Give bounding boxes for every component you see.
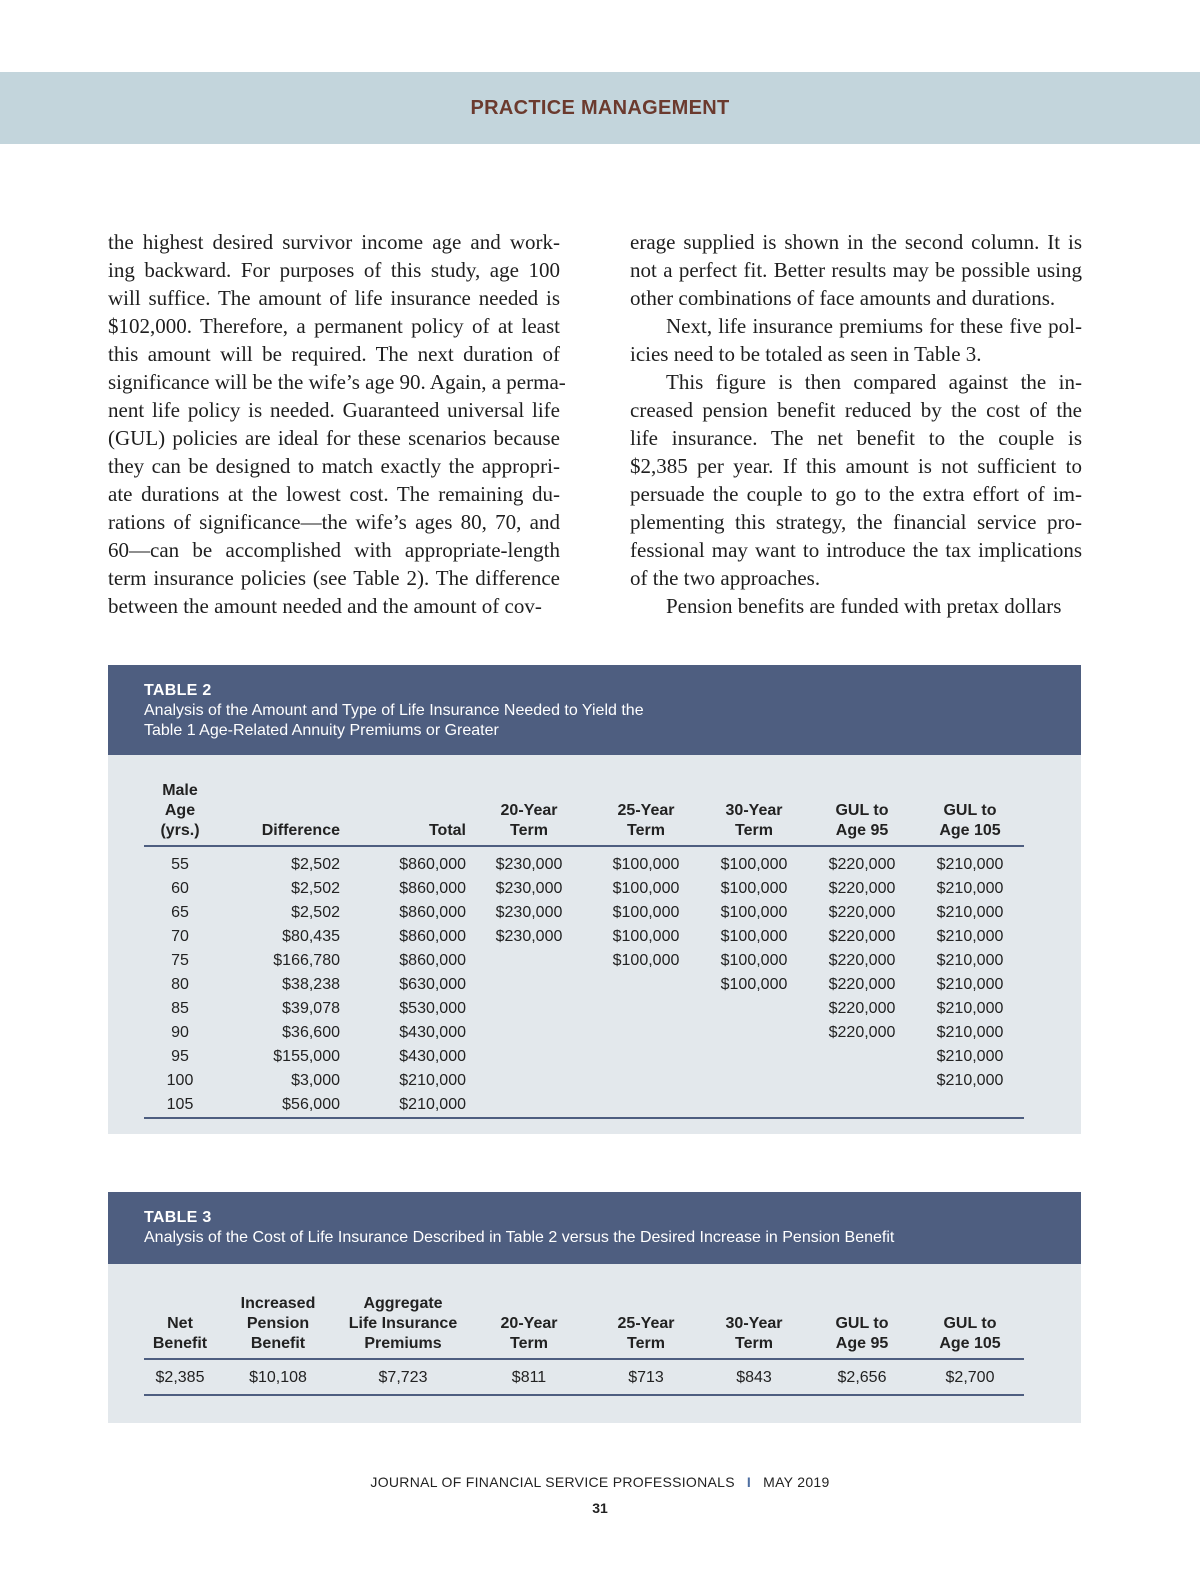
table-cell: $3,000 — [291, 1072, 340, 1089]
column-header-line — [916, 1294, 1024, 1314]
body-line: (GUL) policies are ideal for these scenarios because — [108, 426, 560, 450]
table-3 — [108, 1192, 1081, 1423]
column-header-line — [466, 1294, 592, 1314]
table-cell: $210,000 — [936, 1048, 1004, 1065]
column-header-line: Age 105 — [939, 822, 1001, 839]
table-cell: $430,000 — [399, 1024, 466, 1041]
table-row — [144, 1021, 1024, 1045]
table-cell: $210,000 — [936, 952, 1004, 969]
table-cell: $210,000 — [936, 1024, 1004, 1041]
table-cell: $100,000 — [720, 952, 788, 969]
column-header-line: Age (yrs.) — [160, 802, 200, 839]
column-header-line: Term — [627, 822, 665, 839]
table-cell: 100 — [166, 1072, 194, 1089]
table-cell: $230,000 — [495, 856, 563, 873]
table-cell: $210,000 — [936, 1072, 1004, 1089]
table-row — [144, 901, 1024, 925]
table-cell: 70 — [171, 928, 189, 945]
column-header — [144, 1294, 216, 1359]
body-line: $102,000. Therefore, a permanent policy of at least — [108, 314, 560, 338]
table-cell: $2,502 — [291, 904, 340, 921]
body-line: 60—can be accomplished with appropriate-length — [108, 538, 560, 562]
column-header-line: Age 105 — [939, 1335, 1001, 1352]
table-cell: $210,000 — [399, 1072, 466, 1089]
table-row — [144, 877, 1024, 901]
page-footer — [0, 1474, 1200, 1490]
table-cell: $210,000 — [936, 1000, 1004, 1017]
body-line: they can be designed to match exactly the appropri- — [108, 454, 560, 478]
table-cell — [808, 1045, 916, 1069]
table-cell: $230,000 — [495, 928, 563, 945]
table-cell: $220,000 — [828, 1024, 896, 1041]
column-header — [700, 781, 808, 846]
table-cell: $2,656 — [808, 1359, 916, 1395]
table-2-label: TABLE 2 — [144, 682, 212, 699]
table-row — [144, 949, 1024, 973]
column-header — [592, 781, 700, 846]
column-header-line: 25-Year — [617, 1315, 675, 1332]
journal-name: JOURNAL OF FINANCIAL SERVICE PROFESSIONALS — [370, 1474, 735, 1490]
table-cell: $7,723 — [340, 1359, 466, 1395]
table-2-caption-line-2: Table 1 Age-Related Annuity Premiums or Greater — [144, 722, 499, 739]
table-cell — [916, 1093, 1024, 1118]
table-cell: $630,000 — [399, 976, 466, 993]
table-cell: $2,700 — [916, 1359, 1024, 1395]
table-cell — [466, 1021, 592, 1045]
body-line: Next, life insurance premiums for these five pol- — [666, 314, 1082, 338]
column-header-line: Male — [162, 782, 198, 799]
table-cell: $100,000 — [612, 952, 680, 969]
column-header — [916, 781, 1024, 846]
table-cell — [592, 997, 700, 1021]
issue-date: MAY 2019 — [763, 1474, 830, 1490]
table-cell: $210,000 — [936, 976, 1004, 993]
column-header-line: GUL to — [835, 1315, 889, 1332]
table-cell: $430,000 — [399, 1048, 466, 1065]
column-header-line: Age 95 — [835, 1335, 889, 1352]
body-line: fessional may want to introduce the tax implications — [630, 538, 1082, 562]
body-line: erage supplied is shown in the second column. It is — [630, 230, 1082, 254]
table-3-caption: Analysis of the Cost of Life Insurance Described in Table 2 versus the Desired Increase in Pension Benefit — [144, 1229, 895, 1246]
body-line: will suffice. The amount of life insurance needed is — [108, 286, 560, 310]
table-cell: $38,238 — [282, 976, 340, 993]
column-header-line: Term — [627, 1335, 665, 1352]
table-cell: $220,000 — [828, 856, 896, 873]
column-header — [808, 1294, 916, 1359]
table-cell — [592, 1093, 700, 1118]
table-cell — [466, 949, 592, 973]
column-header-line: GUL to — [943, 1315, 997, 1332]
table-cell — [466, 1069, 592, 1093]
column-header — [144, 781, 216, 846]
column-header-line: 30-Year — [725, 1315, 783, 1332]
table-cell: $220,000 — [828, 904, 896, 921]
column-header-line: Life Insurance — [348, 1315, 458, 1332]
table-2-header — [108, 665, 1081, 755]
column-header-line: Increased — [240, 1295, 316, 1312]
column-header-line — [592, 1294, 700, 1314]
table-cell: $230,000 — [495, 880, 563, 897]
column-header — [916, 1294, 1024, 1359]
body-line: term insurance policies (see Table 2). The difference — [108, 566, 560, 590]
table-row — [144, 925, 1024, 949]
table-cell: 80 — [171, 976, 189, 993]
column-header-line: Term — [510, 1335, 548, 1352]
body-line: between the amount needed and the amount of cov- — [108, 594, 542, 618]
table-cell: $2,502 — [291, 856, 340, 873]
body-line: creased pension benefit reduced by the cost of the — [630, 398, 1082, 422]
table-row — [144, 973, 1024, 997]
column-header-line: GUL to — [943, 802, 997, 819]
table-3-header — [108, 1192, 1081, 1264]
body-line: ate durations at the lowest cost. The remaining du- — [108, 482, 560, 506]
table-cell: $860,000 — [399, 928, 466, 945]
table-cell: $100,000 — [612, 880, 680, 897]
column-header-line: Pension — [246, 1315, 310, 1332]
table-3-label: TABLE 3 — [144, 1209, 212, 1226]
table-cell: 85 — [171, 1000, 189, 1017]
column-header-line — [340, 801, 466, 821]
column-header — [216, 1294, 340, 1359]
table-cell: $100,000 — [612, 928, 680, 945]
column-header-line: Net — [167, 1315, 193, 1332]
column-header — [340, 781, 466, 846]
table-cell: $860,000 — [399, 904, 466, 921]
table-cell: 60 — [171, 880, 189, 897]
table-2-caption-line-1: Analysis of the Amount and Type of Life Insurance Needed to Yield the — [144, 702, 644, 719]
table-cell: $220,000 — [828, 976, 896, 993]
table-cell: 95 — [171, 1048, 189, 1065]
column-header-line: Total — [428, 822, 466, 839]
table-cell: $100,000 — [720, 928, 788, 945]
column-header-line: Premiums — [364, 1335, 442, 1352]
table-cell: $100,000 — [720, 976, 788, 993]
column-header-line: Term — [510, 822, 548, 839]
table-2-grid — [144, 781, 1024, 1119]
table-cell: $860,000 — [399, 952, 466, 969]
body-line: not a perfect fit. Better results may be possible using — [630, 258, 1082, 282]
body-line: icies need to be totaled as seen in Table 3. — [630, 342, 982, 366]
body-line: plementing this strategy, the financial service pro- — [630, 510, 1082, 534]
table-cell: 90 — [171, 1024, 189, 1041]
table-cell — [700, 1021, 808, 1045]
table-cell: $2,502 — [291, 880, 340, 897]
column-header-line — [808, 1294, 916, 1314]
column-header-line: 30-Year — [725, 802, 783, 819]
column-header — [808, 781, 916, 846]
body-line: rations of significance—the wife’s ages 80, 70, and — [108, 510, 560, 534]
table-cell: $2,385 — [144, 1359, 216, 1395]
column-header — [466, 781, 592, 846]
column-header-line: GUL to — [835, 802, 889, 819]
table-cell — [466, 973, 592, 997]
column-header-line: Term — [735, 1335, 773, 1352]
table-cell: $210,000 — [936, 928, 1004, 945]
body-line: nent life policy is needed. Guaranteed universal life — [108, 398, 560, 422]
table-cell: $155,000 — [273, 1048, 340, 1065]
table-cell: $166,780 — [273, 952, 340, 969]
table-cell — [700, 1069, 808, 1093]
column-header — [466, 1294, 592, 1359]
table-cell: $530,000 — [399, 1000, 466, 1017]
body-line: persuade the couple to go to the extra effort of im- — [630, 482, 1082, 506]
table-cell: $230,000 — [495, 904, 563, 921]
table-cell — [700, 1093, 808, 1118]
section-header-band — [0, 72, 1200, 144]
table-cell: 65 — [171, 904, 189, 921]
table-cell: $860,000 — [399, 856, 466, 873]
table-cell: $713 — [592, 1359, 700, 1395]
column-header-line — [216, 801, 340, 821]
table-row — [144, 1045, 1024, 1069]
column-header-line: 20-Year — [500, 1315, 558, 1332]
body-line: ing backward. For purposes of this study, age 100 — [108, 258, 560, 282]
table-cell — [592, 973, 700, 997]
body-line: This figure is then compared against the in- — [666, 370, 1082, 394]
body-line: the highest desired survivor income age and work- — [108, 230, 560, 254]
table-cell: 75 — [171, 952, 189, 969]
table-cell — [592, 1021, 700, 1045]
table-cell — [808, 1069, 916, 1093]
table-cell — [700, 997, 808, 1021]
body-text-left-column — [108, 228, 566, 620]
table-cell: $100,000 — [612, 904, 680, 921]
section-title: PRACTICE MANAGEMENT — [470, 96, 730, 119]
column-header-line: Aggregate — [363, 1295, 443, 1312]
column-header-line: Difference — [261, 822, 340, 839]
body-line: $2,385 per year. If this amount is not sufficient to — [630, 454, 1082, 478]
column-header-line: 20-Year — [500, 802, 558, 819]
table-row — [144, 846, 1024, 877]
table-cell: 105 — [144, 1093, 216, 1118]
table-cell: $100,000 — [720, 904, 788, 921]
table-cell: $100,000 — [612, 856, 680, 873]
column-header-line — [700, 1294, 808, 1314]
table-cell — [592, 1045, 700, 1069]
body-line: Pension benefits are funded with pretax dollars — [666, 594, 1062, 618]
column-header — [340, 1294, 466, 1359]
table-cell — [466, 1093, 592, 1118]
table-cell: $39,078 — [282, 1000, 340, 1017]
footer-separator: I — [746, 1474, 752, 1490]
table-cell: $220,000 — [828, 1000, 896, 1017]
body-line: of the two approaches. — [630, 566, 821, 590]
table-3-grid — [144, 1294, 1024, 1396]
table-cell — [700, 1045, 808, 1069]
table-2 — [108, 665, 1081, 1134]
table-cell — [808, 1093, 916, 1118]
column-header-line — [144, 1294, 216, 1314]
column-header-line: Term — [735, 822, 773, 839]
column-header — [700, 1294, 808, 1359]
table-row — [144, 1359, 1024, 1395]
table-cell: $811 — [466, 1359, 592, 1395]
table-cell: 55 — [171, 856, 189, 873]
body-line: other combinations of face amounts and durations. — [630, 286, 1056, 310]
table-cell: $36,600 — [282, 1024, 340, 1041]
table-cell: $210,000 — [936, 856, 1004, 873]
table-row — [144, 997, 1024, 1021]
table-cell: $220,000 — [828, 880, 896, 897]
column-header-line: Benefit — [152, 1335, 208, 1352]
table-row — [144, 1069, 1024, 1093]
body-line: this amount will be required. The next duration of — [108, 342, 560, 366]
table-cell: $860,000 — [399, 880, 466, 897]
table-cell: $220,000 — [828, 952, 896, 969]
table-cell: $210,000 — [340, 1093, 466, 1118]
column-header — [216, 781, 340, 846]
table-cell: $210,000 — [936, 880, 1004, 897]
table-cell: $56,000 — [216, 1093, 340, 1118]
table-cell: $210,000 — [936, 904, 1004, 921]
table-cell: $843 — [700, 1359, 808, 1395]
column-header — [592, 1294, 700, 1359]
table-cell: $80,435 — [282, 928, 340, 945]
table-row — [144, 1093, 1024, 1118]
table-cell — [592, 1069, 700, 1093]
column-header-line: Benefit — [250, 1335, 306, 1352]
table-cell: $100,000 — [720, 856, 788, 873]
column-header-line: 25-Year — [617, 802, 675, 819]
table-cell — [466, 997, 592, 1021]
body-line: significance will be the wife’s age 90. Again, a perma- — [108, 370, 566, 394]
body-line: life insurance. The net benefit to the couple is — [630, 426, 1082, 450]
table-cell: $100,000 — [720, 880, 788, 897]
table-cell: $220,000 — [828, 928, 896, 945]
table-cell: $10,108 — [216, 1359, 340, 1395]
column-header-line: Age 95 — [835, 822, 889, 839]
body-text-right-column — [630, 228, 1082, 620]
table-cell — [466, 1045, 592, 1069]
page-number: 31 — [592, 1500, 608, 1516]
